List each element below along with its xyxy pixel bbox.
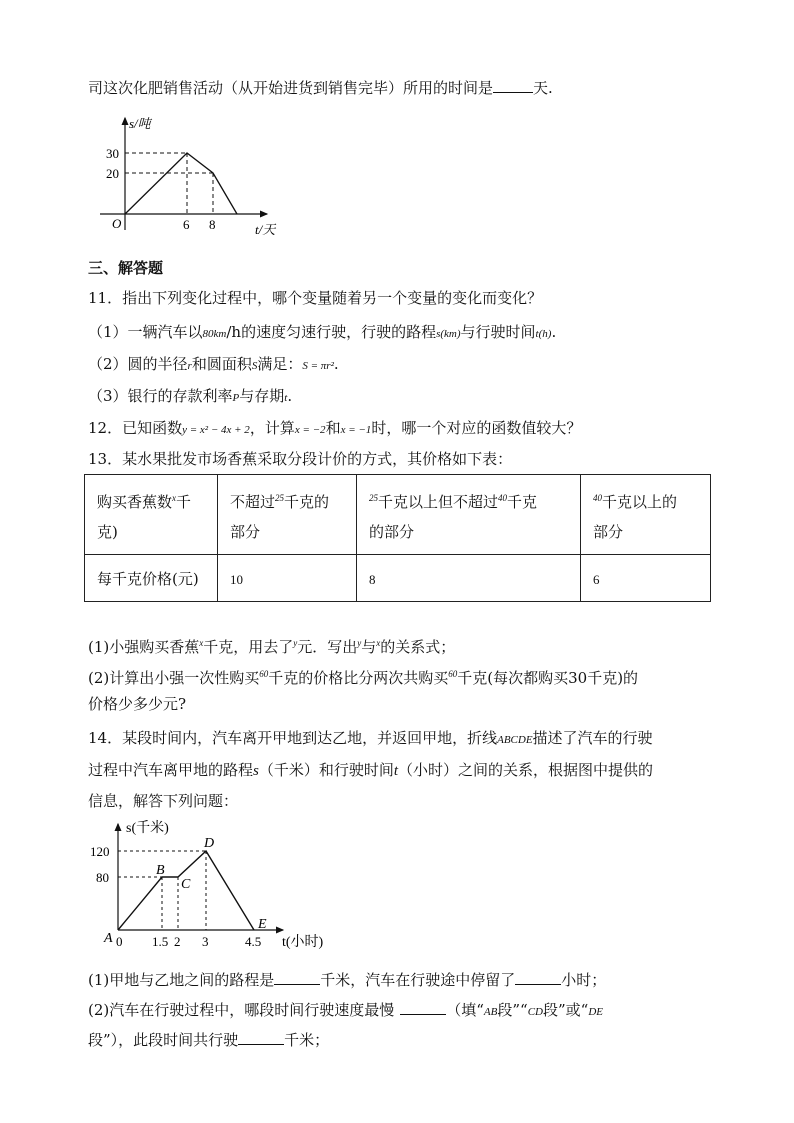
- q11-part3: （3）银行的存款利率P与存期t.: [88, 387, 293, 405]
- answer-blank[interactable]: [515, 970, 561, 985]
- x-tick-4-5: 4.5: [245, 934, 262, 949]
- y-axis-label: s(千米): [126, 821, 169, 836]
- q14-line1: 14．某段时间内，汽车离开甲地到达乙地，并返回甲地，折线ABCDE描述了汽车的行驶: [88, 729, 653, 747]
- table-cell: $^{40}$千克以上的 部分: [581, 475, 711, 555]
- table-cell: 8: [357, 555, 581, 602]
- point-b-label: B: [156, 863, 165, 878]
- fertilizer-chart: [95, 112, 295, 242]
- trip-chart: [88, 818, 348, 958]
- q13-part1: (1)小强购买香蕉$^x$千克，用去了$^y$元．写出$^y$与$^x$的关系式；: [88, 638, 456, 656]
- x-tick-8: 8: [209, 217, 216, 232]
- x-axis-label: t(小时): [282, 935, 324, 950]
- point-a-label: A: [104, 931, 113, 946]
- x-tick-6: 6: [183, 217, 190, 232]
- price-table: [84, 474, 711, 602]
- answer-blank[interactable]: [493, 78, 533, 93]
- y-tick-120: 120: [90, 844, 110, 859]
- q13-part2-cont: 价格少多少元?: [88, 695, 187, 713]
- table-cell: 购买香蕉数$^x$千 克): [85, 475, 218, 555]
- y-tick-30: 30: [106, 146, 119, 161]
- x-tick-2: 2: [174, 934, 181, 949]
- y-axis-label: s/吨: [129, 116, 151, 131]
- table-cell: 10: [218, 555, 357, 602]
- intro-suffix: 天.: [533, 79, 553, 97]
- table-row: [85, 555, 711, 602]
- y-tick-20: 20: [106, 166, 119, 181]
- y-tick-80: 80: [96, 870, 109, 885]
- q14-part2: (2)汽车在行驶过程中，哪段时间行驶速度最慢 （填“AB段”“CD段”或“DE: [88, 1001, 604, 1019]
- q14-line2: 过程中汽车离甲地的路程s（千米）和行驶时间t（小时）之间的关系，根据图中提供的: [88, 761, 654, 779]
- table-cell: $^{25}$千克以上但不超过$^{40}$千克 的部分: [357, 475, 581, 555]
- q11-part2: （2）圆的半径r和圆面积S满足：S = πr².: [88, 355, 339, 373]
- x-tick-0: 0: [116, 934, 123, 949]
- table-cell: 不超过$^{25}$千克的 部分: [218, 475, 357, 555]
- q12: 12．已知函数y = x² − 4x + 2，计算x = −2和x = −1时，哪一个对应的函数值较大？: [88, 419, 582, 437]
- answer-blank[interactable]: [400, 1000, 446, 1015]
- q14-line3: 信息，解答下列问题：: [88, 792, 239, 810]
- x-tick-3: 3: [202, 934, 209, 949]
- q14-part2-cont: 段”），此段时间共行驶 千米；: [88, 1031, 330, 1049]
- intro-text: 司这次化肥销售活动（从开始进货到销售完毕）所用的时间是: [88, 79, 494, 97]
- sales-polyline: [125, 153, 237, 214]
- table-cell: 6: [581, 555, 711, 602]
- point-c-label: C: [181, 877, 191, 892]
- answer-blank[interactable]: [238, 1030, 284, 1045]
- intro-line: [88, 78, 553, 98]
- q13-stem: 13．某水果批发市场香蕉采取分段计价的方式，其价格如下表：: [88, 450, 513, 468]
- section-heading: 三、解答题: [88, 259, 164, 277]
- answer-blank[interactable]: [274, 970, 320, 985]
- point-e-label: E: [258, 917, 267, 932]
- q11-part1: （1）一辆汽车以80km/h的速度匀速行驶，行驶的路程s(km)与行驶时间t(h).: [88, 323, 557, 341]
- q14-part1: (1)甲地与乙地之间的路程是 千米，汽车在行驶途中停留了 小时；: [88, 971, 607, 989]
- point-d-label: D: [204, 836, 215, 851]
- x-axis-label: t/天: [255, 222, 276, 237]
- table-cell: 每千克价格(元): [85, 555, 218, 602]
- q11-stem: 11．指出下列变化过程中，哪个变量随着另一个变量的变化而变化？: [88, 289, 543, 307]
- origin-label: O: [112, 216, 122, 231]
- x-tick-1-5: 1.5: [152, 934, 169, 949]
- table-row: [85, 475, 711, 555]
- q13-part2: (2)计算出小强一次性购买$^{60}$千克的价格比分两次共购买$^{60}$千克(每次都购买30千克)的: [88, 669, 639, 687]
